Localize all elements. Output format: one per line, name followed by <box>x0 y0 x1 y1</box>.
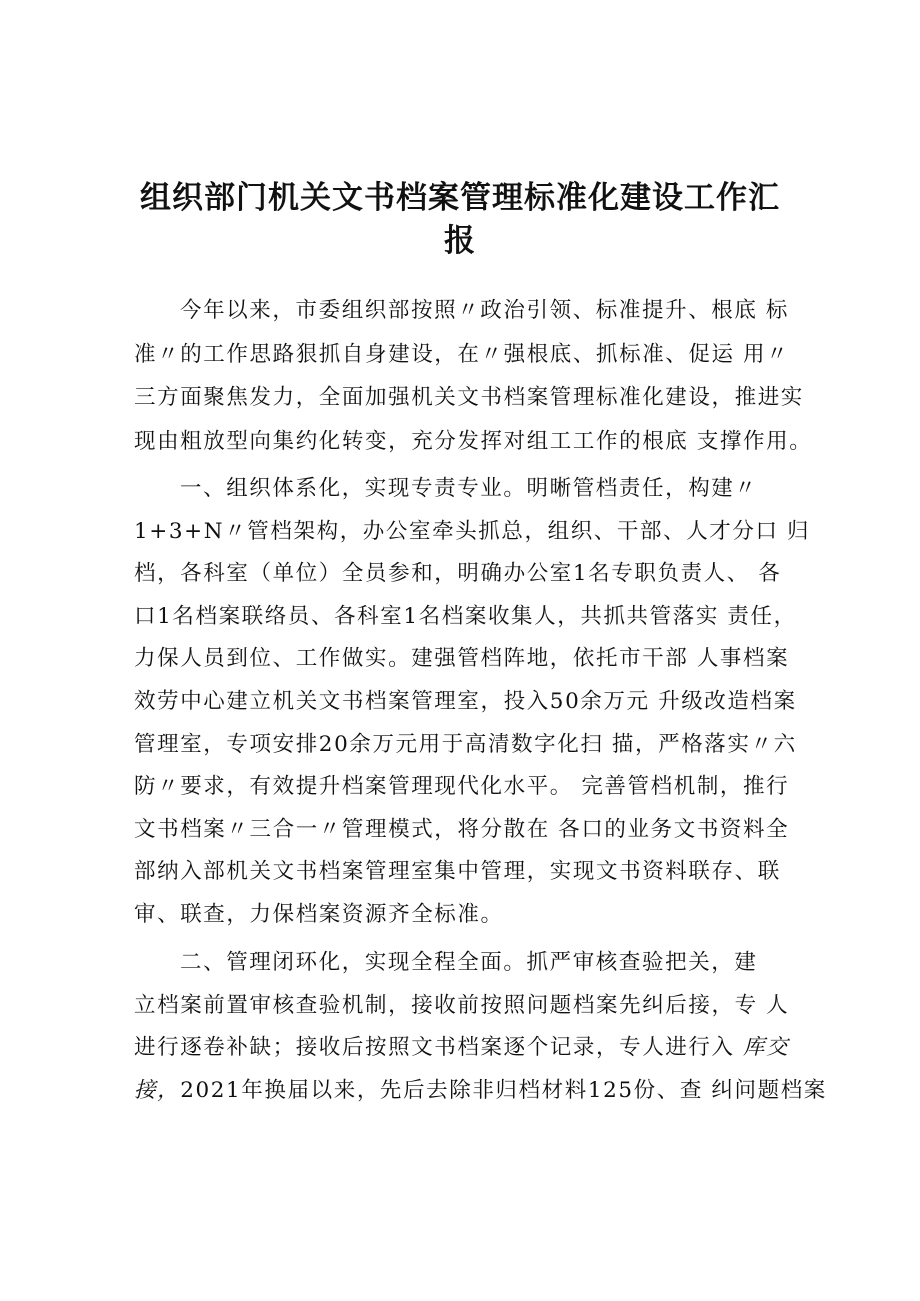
paragraph-2-line-9: 文书档案〃三合一〃管理模式，将分散在 各口的业务文书资料全 <box>134 817 790 842</box>
paragraph-3-line-3-text: 进行逐卷补缺；接收后按照文书档案逐个记录，专人进行入 <box>134 1035 744 1060</box>
paragraph-2-line-7: 管理室，专项安排20余万元用于高清数字化扫 描，严格落实〃六 <box>134 732 797 757</box>
paragraph-2-line-1: 一、组织体系化，实现专责专业。明晰管档责任，构建〃 <box>180 476 758 501</box>
paragraph-3-line-4 <box>134 1080 827 1102</box>
paragraph-3-italic-fragment-2: 接， <box>134 1078 181 1103</box>
paragraph-3-italic-fragment-1: 库交 <box>743 1035 790 1060</box>
paragraph-2-line-8: 防〃要求，有效提升档案管理现代化水平。 完善管档机制，推行 <box>134 774 790 799</box>
paragraph-1-line-1: 今年以来，市委组织部按照〃政治引领、标准提升、根底 标 <box>180 298 790 323</box>
paragraph-2-line-6: 效劳中心建立机关文书档案管理室，投入50余万元 升级改造档案 <box>134 689 797 714</box>
paragraph-1-line-2: 准〃的工作思路狠抓自身建设，在〃强根底、抓标准、促运 用〃 <box>134 342 790 367</box>
paragraph-3-line-4-text: 2021年换届以来，先后去除非归档材料125份、查 纠问题档案 <box>180 1078 827 1103</box>
document-title-line-2: 报 <box>444 223 476 259</box>
paragraph-3-line-2: 立档案前置审核查验机制，接收前按照问题档案先纠后接，专 人 <box>134 993 790 1018</box>
paragraph-2-line-3: 档，各科室（单位）全员参和，明确办公室1名专职负责人、 各 <box>134 561 782 586</box>
document-title-line-1: 组织部门机关文书档案管理标准化建设工作汇 <box>140 180 780 216</box>
paragraph-3-line-3 <box>134 1037 789 1059</box>
paragraph-3-line-1: 二、管理闭环化，实现全程全面。抓严审核查验把关，建 <box>180 950 758 975</box>
paragraph-2-line-10: 部纳入部机关文书档案管理室集中管理，实现文书资料联存、联 <box>134 859 781 884</box>
paragraph-2-line-2: 1+3+N〃管档架构，办公室牵头抓总，组织、干部、人才分口 归 <box>134 519 811 544</box>
paragraph-2-line-11: 审、联查，力保档案资源齐全标准。 <box>134 902 504 927</box>
paragraph-2-line-4: 口1名档案联络员、各科室1名档案收集人，共抓共管落实 责任， <box>134 604 797 629</box>
paragraph-1-line-3: 三方面聚焦发力，全面加强机关文书档案管理标准化建设，推进实 <box>134 385 804 410</box>
paragraph-2-line-5: 力保人员到位、工作做实。建强管档阵地，依托市干部 人事档案 <box>134 646 790 671</box>
paragraph-1-line-4: 现由粗放型向集约化转变，充分发挥对组工工作的根底 支撑作用。 <box>134 429 813 454</box>
